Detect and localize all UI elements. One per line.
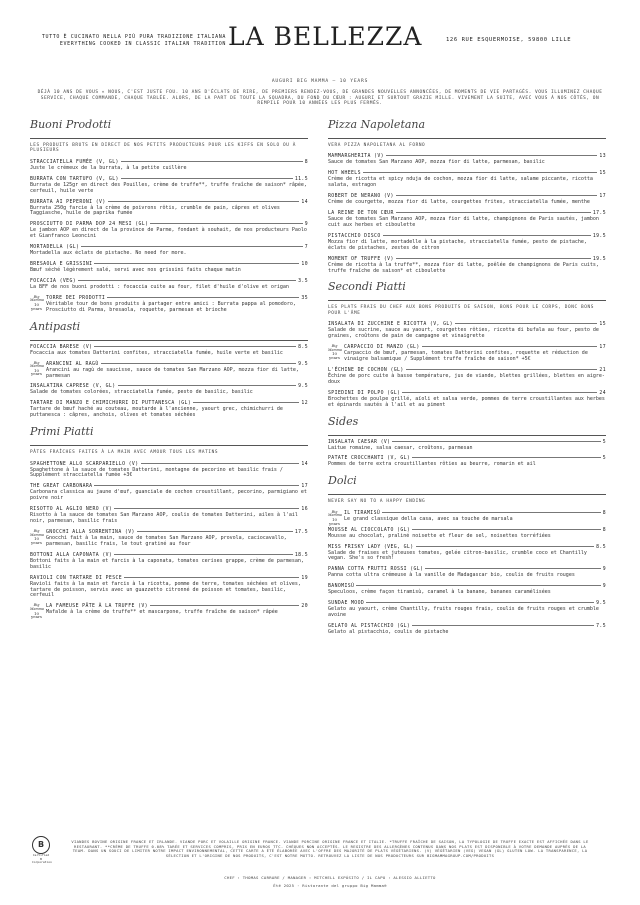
menu-item (328, 194, 606, 206)
menu-item-name: FOCACCIA (VEG) (30, 278, 77, 284)
menu-item-leader-line (382, 512, 601, 513)
menu-item (328, 234, 606, 252)
menu-section (328, 474, 606, 636)
section-title: Pizza Napoletana (328, 118, 426, 131)
left-column (30, 118, 308, 622)
menu-item (328, 624, 606, 636)
menu-item-leader-line (108, 201, 300, 202)
menu-item-description: Juste le crémeux de la burrata, à la petite cuillère (30, 164, 187, 171)
menu-item-name: IL TIRAMISÙ (344, 510, 381, 516)
menu-item-leader-line (121, 161, 303, 162)
menu-item-price: 19.5 (592, 256, 606, 262)
menu-item-description: Ravioli faits à la main et farcis à la ricotta, pomme de terre, tomates séchées et olives, tartare de poisson, servis avec un guazzetto citronné de poisson et tomates, basilic, cerfeuil (30, 580, 301, 599)
menu-item-name: THE GREAT CARBONARA (30, 484, 93, 490)
menu-section (30, 118, 308, 314)
section-divider (30, 138, 308, 139)
menu-item-price: 7 (304, 245, 308, 251)
menu-item-description: Laitue romaine, salsa caesar, croûtons, parmesan (328, 444, 473, 451)
menu-item-name: PISTACCHIO DISCO (328, 233, 381, 239)
menu-item-header (328, 545, 606, 550)
b-corp-certification (32, 836, 50, 865)
badge-line-3: 10 years (329, 516, 340, 526)
menu-item (328, 154, 606, 166)
menu-item-price: 8 (304, 159, 308, 165)
menu-item-leader-line (114, 508, 299, 509)
menu-item-price: 8.5 (596, 544, 606, 550)
menu-item (30, 462, 308, 480)
menu-item-price: 13 (599, 154, 606, 160)
menu-item-description: La BFF de nos buoni prodotti : focaccia cuite au four, filet d'huile d'olive et origan (30, 283, 289, 290)
menu-item-leader-line (150, 223, 302, 224)
menu-item-price: 20 (301, 604, 308, 610)
menu-item-leader-line (425, 568, 600, 569)
menu-item-name: PATATE CROCCHANTI (V, GL) (328, 456, 411, 462)
intro-title: AUGURI BIG MAMMA — 10 YEARS (271, 79, 369, 84)
menu-item-description: Mafalde à la crème de truffe** et mascarpone, truffe fraîche de saison* râpée (46, 609, 278, 616)
menu-item-leader-line (94, 485, 299, 486)
menu-item-description: Le grand classique della casa, avec sa touche de marsala (344, 515, 513, 522)
menu-item (328, 440, 606, 452)
section-divider (328, 494, 606, 495)
menu-item-description: Salade de fraises et juteuses tomates, gelée citron-basilic, crumble coco et Chantilly vegan. She's so fresh! (328, 549, 587, 562)
badge-line-2: Mamma (328, 513, 342, 518)
menu-item-header (30, 345, 308, 350)
menu-item-price: 15 (599, 171, 606, 177)
menu-item (328, 545, 606, 563)
menu-item (328, 391, 606, 409)
menu-item (328, 584, 606, 596)
restaurant-address: 126 RUE ESQUERMOISE, 59800 LILLE (446, 37, 572, 43)
menu-item (30, 401, 308, 419)
menu-item-leader-line (78, 280, 296, 281)
menu-item-name: TORRE DEI PRODOTTI (46, 295, 106, 301)
menu-item (30, 200, 308, 218)
menu-item-description: Arancini au ragù de saucisse, sauce de tomates San Marzano AOP, mozza fior di latte, parmesan (46, 366, 299, 379)
menu-item-price: 7.5 (596, 624, 606, 629)
menu-item-description: Speculoos, crème façon tiramisù, caramel à la banane, bananes caramélisées (328, 589, 551, 596)
menu-item-name: ROBERT DE NERANO (V) (328, 194, 394, 200)
menu-item (328, 567, 606, 579)
menu-item-header (30, 200, 308, 205)
menu-item-price: 17 (301, 484, 308, 490)
menu-item-price: 18.5 (294, 552, 308, 558)
badge-line-1: Big (33, 360, 40, 365)
menu-item-description: Risotto à la sauce de tomates San Marzano AOP, coulis de tomates Datterini, ailes à l'ail noir, parmesan, basilic frais (30, 512, 298, 525)
menu-item-description: Bottoni faits à la main et farcis à la caponata, tomates cerises grappe, crème de parmesan, basilic (30, 557, 304, 570)
menu-item-price: 19.5 (592, 233, 606, 239)
menu-item-price: 17.5 (592, 211, 606, 217)
menu-item-header (46, 362, 308, 367)
menu-item (30, 530, 308, 548)
menu-item-price: 5 (602, 439, 606, 445)
menu-item-leader-line (396, 258, 591, 259)
menu-item-price: 21 (599, 367, 606, 373)
menu-item-description: Salade de sucrine, sauce au yaourt, courgettes rôties, ricotta di bufala au four, pesto de graines, croûtons de pain de campagne et vinaigrette (328, 327, 599, 340)
menu-item-leader-line (193, 402, 299, 403)
menu-item-name: PANNA COTTA FRUTTI ROSSI (GL) (328, 567, 424, 573)
menu-item-description: Salade de tomates colorées, stracciatella fumée, pesto de basilic, basilic (30, 389, 253, 396)
section-title: Secondi Piatti (328, 280, 406, 294)
menu-section (328, 415, 606, 469)
menu-item (30, 362, 308, 380)
b-corp-icon: B (32, 836, 50, 854)
menu-item-name: INSALATA CAESAR (V) (328, 439, 391, 445)
menu-item-leader-line (383, 235, 591, 236)
section-description: NEVER SAY NO TO A HAPPY ENDING (328, 499, 426, 505)
menu-item-header (344, 511, 606, 516)
menu-item-leader-line (94, 263, 299, 264)
menu-item-description: Burrata de 125gr en direct des Pouilles, crème de truffe**, truffe fraîche de saison* râpée, cerfeuil, huile verte (30, 181, 307, 194)
menu-item-leader-line (402, 392, 597, 393)
menu-item-description: Panna cotta ultra crémeuse à la vanille de Madagascar bio, coulis de fruits rouges (328, 572, 575, 579)
menu-item-name: MOMENT OF TRUFFE (V) (328, 256, 394, 262)
section-title: Primi Piatti (30, 425, 94, 439)
section-title: Antipasti (30, 319, 81, 333)
menu-item-description: Burrata 250g farcie à la crème de poivrons rôtis, crumble de pain, câpres et olives Taggiasche, huile de paprika fumée (30, 204, 280, 217)
menu-item (328, 528, 606, 540)
menu-item-leader-line (81, 246, 302, 247)
badge-line-2: Mamma (30, 532, 44, 537)
menu-section (30, 320, 308, 419)
menu-item-name: PROSCIUTTO DI PARMA DOP 24 MESI (GL) (30, 222, 149, 228)
badge-line-1: Big (33, 603, 40, 608)
menu-item-price: 9.5 (596, 601, 606, 607)
badge-line-3: 10 years (31, 610, 42, 620)
footer-copyright: Été 2025 · Ristorante del gruppo Big Mamma® (273, 883, 387, 888)
badge-line-2: Mamma (30, 364, 44, 369)
menu-item-price: 14 (301, 199, 308, 205)
badge-line-1: Big (331, 509, 338, 514)
b-corp-label: Certified B Corporation (32, 853, 52, 865)
menu-item-price: 17.5 (294, 529, 308, 535)
menu-item-price: 15 (599, 322, 606, 328)
menu-item-name: L'ÉCHINE DE COCHON (GL) (328, 367, 404, 373)
big-mamma-10-years-badge-icon (30, 604, 43, 619)
restaurant-logo: LA BELLEZZA (228, 22, 423, 51)
badge-line-1: Big (331, 344, 338, 349)
section-divider (30, 340, 308, 341)
menu-item-leader-line (416, 546, 595, 547)
menu-section (328, 118, 606, 274)
menu-item-price: 3.5 (298, 278, 308, 284)
menu-item (328, 345, 606, 363)
menu-item-leader-line (150, 605, 299, 606)
section-description: PÂTES FRAÎCHES FAITES À LA MAIN AVEC AMOUR TOUS LES MATINS (30, 450, 219, 456)
menu-item-price: 9.5 (298, 361, 308, 367)
menu-item-leader-line (137, 531, 293, 532)
tagline-english: EVERYTHING COOKED IN CLASSIC ITALIAN TRADITION (59, 41, 226, 47)
menu-item-name: RAVIOLI CON TARTARE DI PESCE (30, 575, 123, 581)
big-mamma-10-years-badge-icon (30, 530, 43, 545)
menu-item (328, 456, 606, 468)
section-description: LES PRODUITS BRUTS EN DIRECT DE NOS PETITS PRODUCTEURS POUR LES KIFFS EN SOLO OU À PLUSIEURS (30, 143, 296, 154)
big-mamma-10-years-badge-icon (30, 296, 43, 311)
menu-item-leader-line (141, 463, 300, 464)
menu-item-name: INSALATINA CAPRESE (V, GL) (30, 384, 116, 390)
menu-item-price: 9 (602, 584, 606, 590)
menu-item-header (30, 462, 308, 467)
menu-item-header (328, 528, 606, 533)
header-tagline (30, 34, 226, 48)
menu-item-leader-line (406, 369, 598, 370)
menu-item-name: LA REINE DE TON CŒUR (328, 211, 394, 217)
menu-item-price: 10 (301, 262, 308, 268)
menu-item-price: 8 (602, 527, 606, 533)
menu-item-name: RISOTTO AL AGLIO NERO (V) (30, 507, 113, 513)
menu-item-description: Le jambon AOP en direct de la province de Parme, fondant à souhait, de nos producteurs Paolo et Gianfranco Leoncini (30, 227, 307, 240)
right-column (328, 118, 606, 642)
footer-staff: CHEF : THOMAS CARRARE / MANAGER : MITCHELL EXPÓSITO / IL CAPO : ALESSIO ALLIETTO (224, 875, 436, 880)
menu-item-header (30, 576, 308, 581)
menu-item-name: BURRATA CON TARTUFO (V, GL) (30, 176, 119, 182)
menu-item-price: 8 (602, 510, 606, 516)
tagline-italian: TUTTO È CUCINATO NELLA PIÙ PURA TRADIZIONE ITALIANA (41, 34, 226, 40)
badge-line-2: Mamma (30, 606, 44, 611)
menu-item (30, 507, 308, 525)
menu-item-description: Sauce de tomates San Marzano AOP, mozza fior di latte, parmesan, basilic (328, 159, 545, 166)
menu-item-price: 9 (602, 567, 606, 573)
menu-item-description: Gelato al pistacchio, coulis de pistache (328, 629, 449, 635)
menu-item-description: Mortadella aux éclats de pistache. No need for more. (30, 250, 187, 257)
menu-item-name: INSALATA DI ZUCCHINE E RICOTTA (V, GL) (328, 322, 453, 328)
menu-item-name: HOT WHEELS (328, 171, 361, 177)
menu-item-name: GELATO AL PISTACCHIO (GL) (328, 624, 411, 629)
big-mamma-10-years-badge-icon (30, 362, 43, 377)
menu-item (30, 296, 308, 314)
section-divider (30, 445, 308, 446)
menu-item-description: Mousse au chocolat, praliné noisette et fleur de sel, noisettes torréfiées (328, 532, 551, 539)
menu-item-name: ARANCINI AL RAGÙ (46, 361, 99, 367)
big-mamma-10-years-badge-icon (328, 345, 341, 360)
menu-item (30, 160, 308, 172)
badge-line-2: Mamma (328, 347, 342, 352)
menu-item-leader-line (356, 585, 600, 586)
section-divider (328, 300, 606, 301)
section-divider (328, 435, 606, 436)
menu-item-price: 8.5 (298, 344, 308, 350)
menu-item-leader-line (366, 602, 594, 603)
badge-line-1: Big (33, 294, 40, 299)
section-title: Sides (328, 414, 359, 428)
menu-item-description: Spaghettone à la sauce de tomates Datterini, montagne de pecorino et basilic frais / Supplément stracciatella fumée +3€ (30, 466, 283, 479)
menu-item-description: Tartare de bœuf haché au couteau, moutarde à l'ancienne, yaourt grec, chimichurri de puttanesca : câpres, anchois, olives et tomates séchées (30, 406, 283, 419)
menu-item-description: Carbonara classica au jaune d'œuf, guanciale de cochon croustillant, pecorino, parmigiano et poivre noir (30, 489, 307, 502)
menu-item-name: SPAGHETTONE ALLO SCARPARIELLO (V) (30, 461, 139, 467)
menu-item (328, 171, 606, 189)
menu-item-description: Focaccia aux tomates Datterini confites, stracciatella fumée, huile verte et basilic (30, 349, 283, 356)
menu-item-description: Gelato au yaourt, crème Chantilly, fruits rouges frais, coulis de fruits rouges et crumble avoine (328, 606, 599, 619)
menu-item-leader-line (412, 529, 601, 530)
menu-item-name: LA FAMEUSE PÂTE À LA TRUFFE (V) (46, 604, 148, 610)
menu-item-price: 17 (599, 345, 606, 351)
menu-item-name: FOCACCIA BARESE (V) (30, 344, 93, 350)
menu-item-leader-line (392, 441, 600, 442)
menu-item (328, 368, 606, 386)
menu-item-price: 35 (301, 295, 308, 301)
menu-item-leader-line (422, 346, 598, 347)
menu-item-name: MAMMARGHERITA (V) (328, 154, 384, 160)
menu-item-description: Véritable tour de bons produits à partager entre amici : Burrata pappa al pomodoro, Prosciutto di Parma, bresaola, roquette, parmesan et brioche (46, 300, 296, 313)
menu-item-header (30, 177, 308, 182)
menu-item-price: 19 (301, 575, 308, 581)
menu-item-name: TARTARE DI MANZO E CHIMICHURRI DI PUTTANESCA (GL) (30, 401, 192, 407)
menu-item-description: Crème de courgette, mozza fior di latte, courgettes frites, stracciatella fumée, menthe (328, 199, 590, 206)
big-mamma-10-years-badge-icon (328, 511, 341, 526)
menu-item-leader-line (412, 457, 601, 458)
menu-item-leader-line (396, 195, 598, 196)
menu-item-leader-line (118, 385, 297, 386)
section-divider (328, 138, 606, 139)
menu-item-name: SUNDAE MOOD (328, 601, 365, 607)
menu-item-description: Gnocchi fait à la main, sauce de tomates San Marzano AOP, provola, caciocavallo, parmesan, basilic frais, le tout gratiné au four (46, 534, 287, 547)
menu-item-price: 5 (602, 456, 606, 462)
menu-item (30, 384, 308, 396)
menu-item-leader-line (396, 212, 591, 213)
menu-item-price: 12 (301, 401, 308, 407)
menu-item-price: 16 (301, 507, 308, 513)
menu-item-name: BANOMISÙ (328, 584, 355, 590)
badge-line-3: 10 years (329, 351, 340, 360)
menu-item-name: BOTTONI ALLA CAPONATA (V) (30, 552, 113, 558)
menu-item-header (328, 391, 606, 396)
menu-section (30, 425, 308, 620)
menu-item-description: Pommes de terre extra croustillantes rôties au beurre, romarin et ail (328, 461, 536, 468)
menu-item (30, 245, 308, 257)
badge-line-3: 10 years (31, 302, 42, 311)
footer-notes: VIANDES BOVINE ORIGINE FRANCE ET IRLANDE. VIANDE PORC ET VOLAILLE ORIGINE FRANCE. VIANDE PORCINE ORIGINE FRANCE ET ITALIE. *TRUFFE FRAÎCHE DE SAISON, LA TYPOLOGIE DE TRUFFE EXACTE EST AFFICHÉE DANS LE RESTAURANT. **CRÈME DE TRUFFE 0.08% TARÉE ET SERVICES COMPRIS, PRIX EN EUROS TTC. CHÈQUES NON ACCEPTÉS. LE REGISTRE DES ALLERGÈNES CONTENUS DANS NOS PLATS EST DISPONIBLE À VOTRE DEMANDE AUPRÈS DE LA TEAM. DANS UN SOUCI DE LIMITER NOTRE IMPACT ENVIRONNEMENTAL, CETTE CARTE A ÉTÉ ÉLABORÉE AVEC L'OFFRE DES MAJORITÉ DE PLATS VÉGÉTARIENS. (V) VÉGÉTARIEN (VEG) VEGAN (GL) GLUTEN LOW. LA TRANSPARENCE, LA SÉLECTION ET L'ORIGINE DE NOS PRODUITS, C'EST NOTRE MOTTO. RETROUVEZ LA LISTE DE NOS PRODUCTEURS SUR BIGMAMMAGROUP.COM/PRODUITS (71, 839, 589, 858)
menu-item (30, 279, 308, 291)
menu-item-price: 24 (599, 390, 606, 396)
menu-item (30, 222, 308, 240)
section-description: VERA PIZZA NAPOLETANA AL FORNO (328, 143, 426, 148)
menu-item (30, 553, 308, 571)
menu-item (328, 509, 606, 526)
menu-item (30, 603, 308, 620)
menu-item-name: MOUSSE AL CIOCCOLATO (GL) (328, 527, 411, 533)
menu-item-price: 9.5 (298, 384, 308, 390)
menu-item-name: MORTADELLA (GL) (30, 245, 80, 251)
menu-item-leader-line (114, 554, 293, 555)
menu-item-price: 11.5 (294, 176, 308, 182)
menu-item (328, 601, 606, 619)
section-title: Dolci (328, 474, 357, 488)
menu-item-name: BRESAOLA E GRISSINI (30, 262, 93, 268)
menu-item-name: CARPACCIO DI MANZO (GL) (344, 345, 420, 351)
menu-item (328, 257, 606, 275)
menu-item (30, 484, 308, 502)
menu-item-leader-line (412, 625, 594, 626)
menu-item-price: 17 (599, 194, 606, 200)
menu-item-name: GNOCCHI ALLA SORRENTINA (V) (46, 529, 135, 535)
badge-line-3: 10 years (31, 367, 42, 377)
menu-item-leader-line (363, 172, 598, 173)
menu-item-description: Sauce de tomates San Marzano AOP, mozza fior di latte, champignons de Paris sautés, jambon cuit aux herbes et ciboulette (328, 216, 599, 228)
menu-item-description: Brochettes de poulpe grillé, aïoli et salsa verde, pommes de terre croustillantes aux herbes et épinards sautés à l'ail et au piment (328, 395, 605, 408)
menu-item (30, 177, 308, 195)
menu-item-leader-line (121, 178, 293, 179)
menu-item-leader-line (101, 363, 297, 364)
menu-section (328, 280, 606, 408)
menu-item (30, 262, 308, 274)
menu-item-leader-line (455, 323, 597, 324)
menu-item-description: Échine de porc cuite à basse température, jus de viande, blettes grillées, blettes en aigre-doux (328, 372, 605, 385)
menu-item-leader-line (107, 297, 299, 298)
section-title: Buoni Prodotti (30, 118, 112, 131)
menu-item-name: MISS FRISKY LADY (VEG, GL) (328, 544, 414, 550)
badge-line-1: Big (33, 528, 40, 533)
menu-item-header (328, 440, 606, 445)
menu-item-name: STRACCIATELLA FUMÉE (V, GL) (30, 159, 119, 165)
menu-item-name: BURRATA AI PEPERONI (V) (30, 199, 106, 205)
menu-item (328, 211, 606, 229)
menu-item-description: Mozza fior di latte, mortadelle à la pistache, stracciatella fumée, pesto de pistache, éclats de pistaches, zestes de citron (328, 238, 587, 251)
badge-line-3: 10 years (31, 536, 42, 545)
intro-text: DÉJÀ 10 ANS DE VOUS « NOUS, C'EST JUSTE FOU. 10 ANS D'ÉCLATS DE RIRE, DE PREMIERS RENDEZ-VOUS, DE GRANDES NOUVELLES ANNONCÉES, DE MOMENTS DE VIE PARTAGÉS. VOUS ILLUMINEZ CHAQUE SERVICE, CHAQUE COMMANDE, CHAQUE TABLÉE. ALORS, DE LA PART DE TOUTE LA SQUADRA, DU FOND DU CŒUR : AUGURI ET SURTOUT GRAZIE MILLE. VIVEMENT LA SUITE, AVEC VOUS À NOS CÔTÉS, ON REMPILE POUR 10 ANNÉES LES PLUS FERMÉS. (37, 90, 603, 107)
menu-item-price: 14 (301, 461, 308, 467)
section-description: LES PLATS FRAIS DU CHEF AUX BONS PRODUITS DE SAISON, BONS POUR LE CORPS, DONC BONS POUR L'ÂME (328, 305, 594, 316)
menu-item-leader-line (94, 346, 296, 347)
menu-item (328, 322, 606, 340)
menu-item-price: 9 (304, 222, 308, 228)
badge-line-2: Mamma (30, 298, 44, 303)
menu-item-description: Bœuf séché légèrement salé, servi avec nos grissini faits chaque matin (30, 267, 241, 274)
menu-item (30, 576, 308, 600)
menu-item-name: SPIEDINI DI POLPO (GL) (328, 390, 401, 396)
menu-item-description: Crème de ricotta et spicy nduja de cochon, mozza fior di latte, salame piccante, ricotta salata, estragon (328, 176, 593, 189)
menu-item-header (328, 257, 606, 262)
menu-item (30, 345, 308, 357)
menu-item-description: Carpaccio de bœuf, parmesan, tomates Datterini confites, roquette et réduction de vinaigre balsamique / Supplément truffe fraîche de saison* +5€ (344, 350, 588, 362)
menu-item-leader-line (386, 155, 598, 156)
menu-item-leader-line (124, 577, 299, 578)
menu-item-description: Crème de ricotta à la truffe**, mozza fior di latte, poêlée de champignons de Paris cuits, truffe fraîche de saison* et ciboulette (328, 261, 599, 274)
